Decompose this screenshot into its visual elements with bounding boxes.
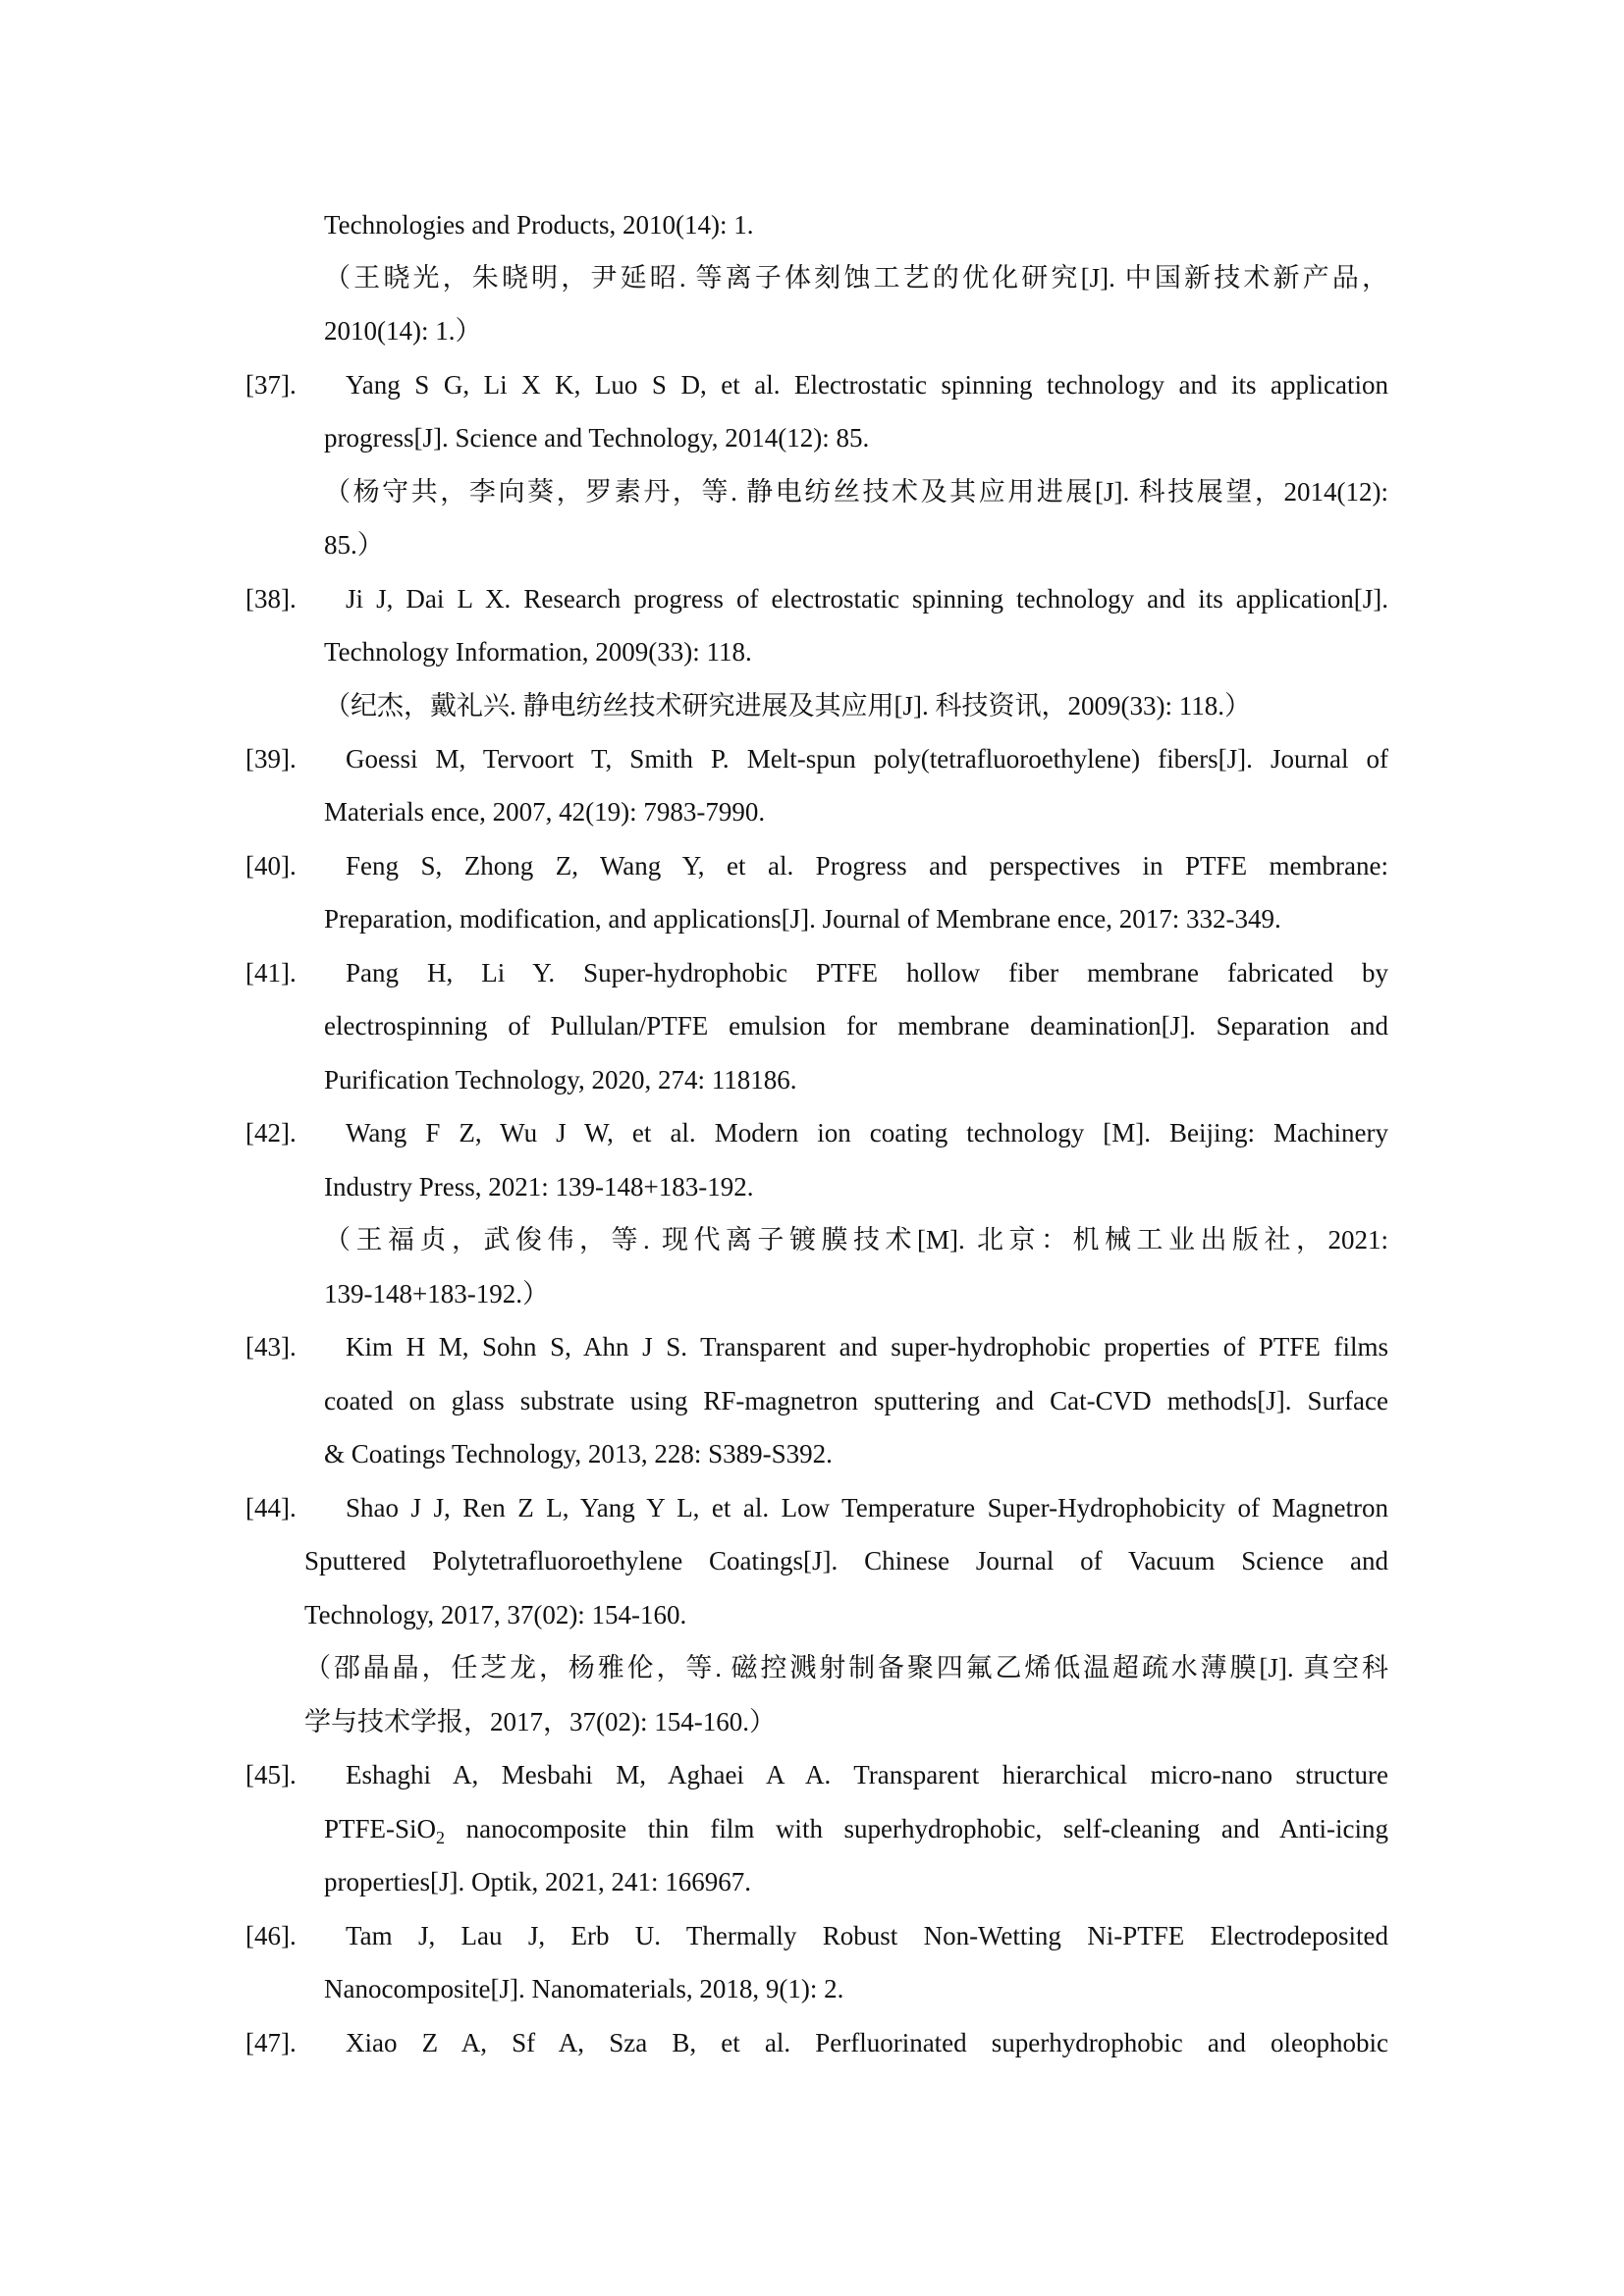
ref-39-number: [39]. <box>245 744 297 774</box>
ref-37-line-2: progress[J]. Science and Technology, 2014(12): 85. <box>324 423 870 453</box>
ref-40-number: [40]. <box>245 851 297 881</box>
formula-base: PTFE-SiO <box>324 1814 437 1843</box>
ptfe-sio2-formula <box>324 1814 446 1847</box>
ref-36-line-1: Technologies and Products, 2010(14): 1. <box>324 210 754 240</box>
ref-41-line-1: Pang H, Li Y. Super-hydrophobic PTFE hollow fiber membrane fabricated by <box>346 958 1388 988</box>
ref-44-translation-line-1: （邵晶晶，任芝龙，杨雅伦，等. 磁控溅射制备聚四氟乙烯低温超疏水薄膜[J]. 真空科 <box>304 1653 1388 1682</box>
ref-43-number: [43]. <box>245 1332 297 1362</box>
ref-45-line-2 <box>324 1812 1388 1854</box>
ref-44-line-2: Sputtered Polytetrafluoroethylene Coatings[J]. Chinese Journal of Vacuum Science and <box>304 1546 1388 1575</box>
ref-46-line-2: Nanocomposite[J]. Nanomaterials, 2018, 9(1): 2. <box>324 1974 844 2003</box>
ref-37-translation-line-1: （杨守共，李向葵，罗素丹，等. 静电纺丝技术及其应用进展[J]. 科技展望，2014(12): <box>324 477 1388 507</box>
ref-46-line-1: Tam J, Lau J, Erb U. Thermally Robust Non-Wetting Ni-PTFE Electrodeposited <box>346 1921 1388 1950</box>
ref-38-number: [38]. <box>245 584 297 614</box>
ref-42-line-1: Wang F Z, Wu J W, et al. Modern ion coating technology [M]. Beijing: Machinery <box>346 1118 1388 1148</box>
formula-subscript: 2 <box>436 1828 446 1847</box>
ref-41-line-2: electrospinning of Pullulan/PTFE emulsion for membrane deamination[J]. Separation and <box>324 1011 1388 1041</box>
ref-40-line-2: Preparation, modification, and applications[J]. Journal of Membrane ence, 2017: 332-349. <box>324 904 1281 934</box>
ref-38-line-2: Technology Information, 2009(33): 118. <box>324 637 752 667</box>
ref-41-line-3: Purification Technology, 2020, 274: 118186. <box>324 1065 797 1095</box>
ref-36-translation-line-2: 2010(14): 1.） <box>324 316 482 346</box>
ref-37-number: [37]. <box>245 370 297 400</box>
ref-42-translation-line-2: 139-148+183-192.） <box>324 1279 549 1308</box>
ref-44-line-3: Technology, 2017, 37(02): 154-160. <box>304 1600 687 1629</box>
ref-38-line-1: Ji J, Dai L X. Research progress of electrostatic spinning technology and its application[J]. <box>346 584 1388 614</box>
ref-37-line-1: Yang S G, Li X K, Luo S D, et al. Electrostatic spinning technology and its application <box>346 370 1388 400</box>
ref-46-number: [46]. <box>245 1921 297 1950</box>
ref-43-line-3: & Coatings Technology, 2013, 228: S389-S392. <box>324 1439 833 1468</box>
ref-45-line-1: Eshaghi A, Mesbahi M, Aghaei A A. Transparent hierarchical micro-nano structure <box>346 1760 1388 1789</box>
ref-47-number: [47]. <box>245 2028 297 2057</box>
ref-39-line-1: Goessi M, Tervoort T, Smith P. Melt-spun poly(tetrafluoroethylene) fibers[J]. Journal of <box>346 744 1388 774</box>
ref-44-translation-line-2: 学与技术学报，2017，37(02): 154-160.） <box>304 1707 776 1736</box>
ref-45-line-2-text: nanocomposite thin film with superhydrophobic, self-cleaning and Anti-icing <box>445 1814 1388 1843</box>
ref-45-number: [45]. <box>245 1760 297 1789</box>
ref-42-line-2: Industry Press, 2021: 139-148+183-192. <box>324 1172 754 1201</box>
ref-43-line-2: coated on glass substrate using RF-magnetron sputtering and Cat-CVD methods[J]. Surface <box>324 1386 1388 1415</box>
ref-39-line-2: Materials ence, 2007, 42(19): 7983-7990. <box>324 797 766 827</box>
ref-47-line-1: Xiao Z A, Sf A, Sza B, et al. Perfluorinated superhydrophobic and oleophobic <box>346 2028 1388 2057</box>
ref-43-line-1: Kim H M, Sohn S, Ahn J S. Transparent and super-hydrophobic properties of PTFE films <box>346 1332 1388 1362</box>
ref-40-line-1: Feng S, Zhong Z, Wang Y, et al. Progress and perspectives in PTFE membrane: <box>346 851 1388 881</box>
ref-38-translation-line-1: （纪杰，戴礼兴. 静电纺丝技术研究进展及其应用[J]. 科技资讯，2009(33): 118.） <box>324 691 1251 721</box>
ref-44-number: [44]. <box>245 1493 297 1522</box>
ref-36-translation-line-1: （王晓光，朱晓明，尹延昭. 等离子体刻蚀工艺的优化研究[J]. 中国新技术新产品， <box>324 263 1388 293</box>
ref-42-number: [42]. <box>245 1118 297 1148</box>
ref-45-line-3: properties[J]. Optik, 2021, 241: 166967. <box>324 1867 751 1896</box>
ref-44-line-1: Shao J J, Ren Z L, Yang Y L, et al. Low Temperature Super-Hydrophobicity of Magnetron <box>346 1493 1388 1522</box>
ref-42-translation-line-1: （王福贞，武俊伟，等. 现代离子镀膜技术[M]. 北京：机械工业出版社，2021: <box>324 1225 1388 1255</box>
ref-37-translation-line-2: 85.） <box>324 530 384 560</box>
ref-41-number: [41]. <box>245 958 297 988</box>
